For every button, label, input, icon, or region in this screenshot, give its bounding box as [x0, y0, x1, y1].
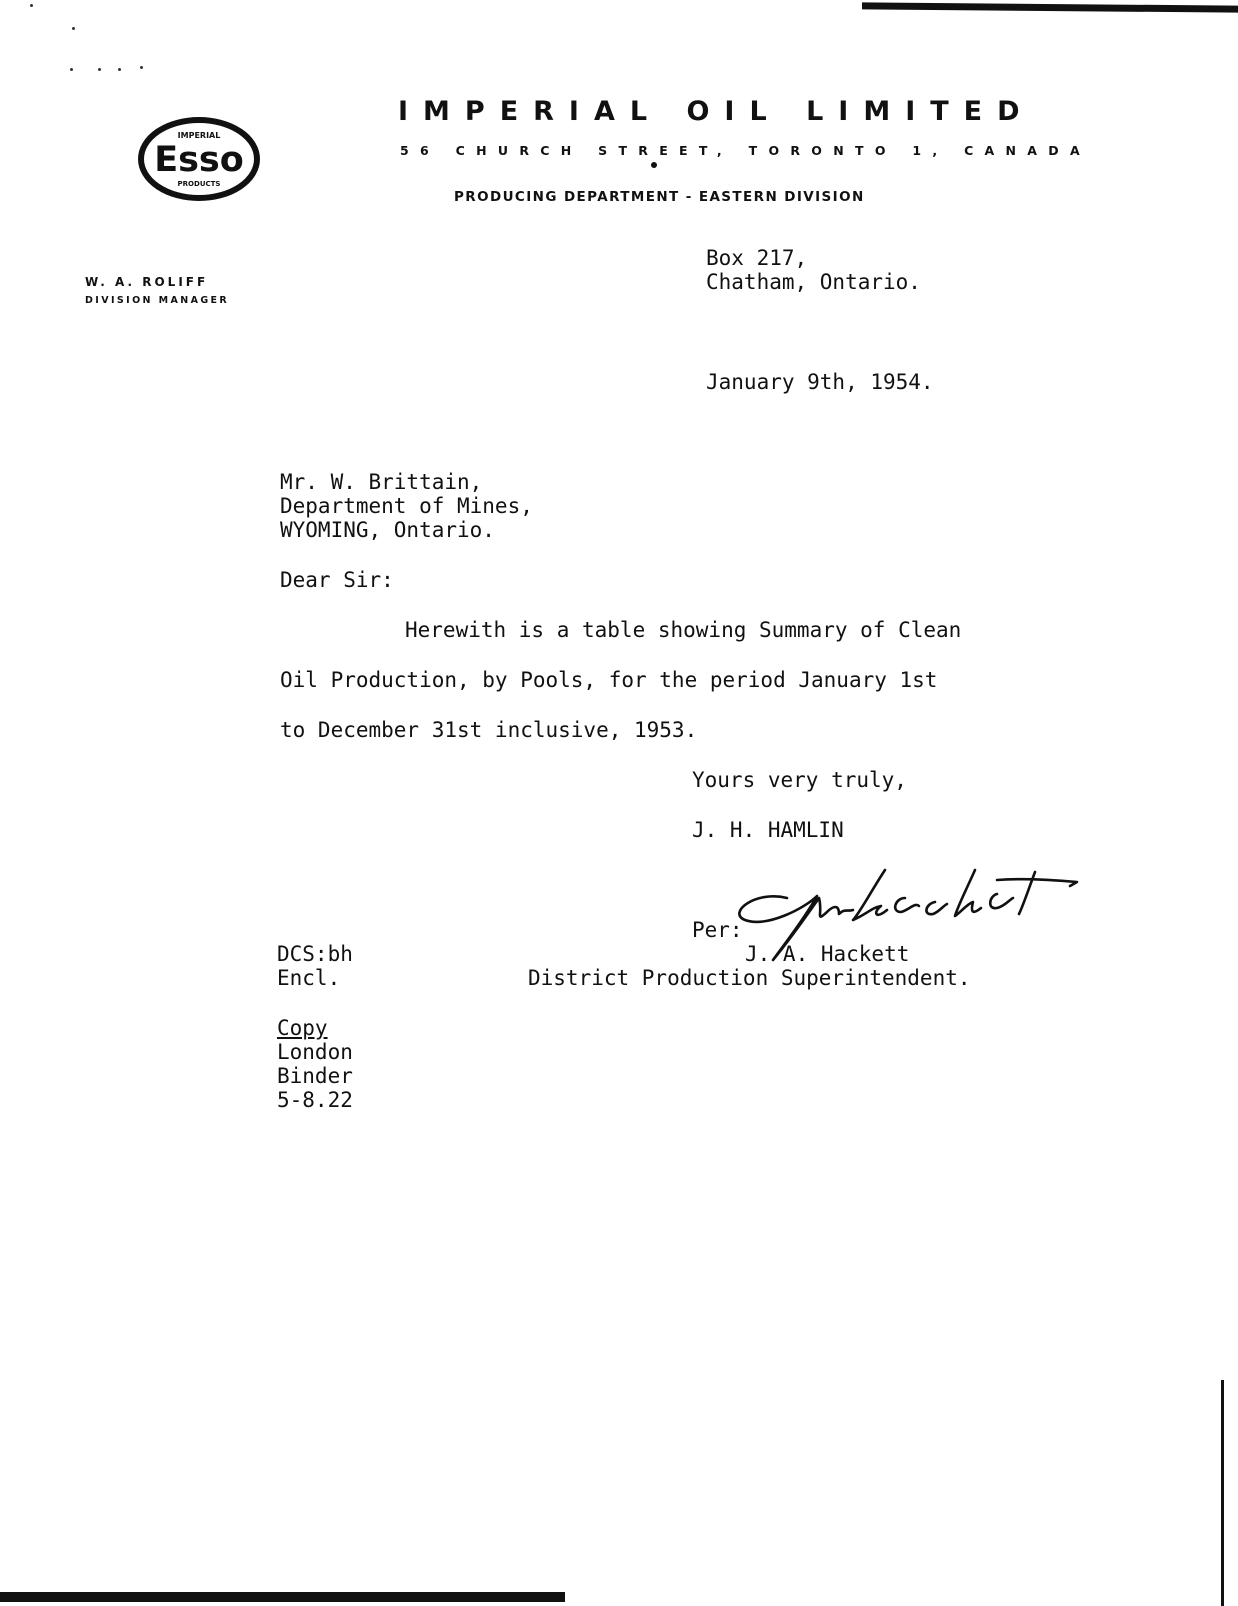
scan-speck	[30, 4, 33, 7]
salutation: Dear Sir:	[280, 568, 394, 592]
copy-heading: Copy	[277, 1016, 328, 1040]
manager-title: DIVISION MANAGER	[85, 295, 230, 306]
complimentary-close: Yours very truly,	[692, 768, 907, 792]
letter-date: January 9th, 1954.	[706, 370, 934, 394]
per-label: Per:	[692, 918, 743, 942]
manager-name: W. A. ROLIFF	[85, 275, 209, 289]
recipient-line: Mr. W. Brittain,	[280, 470, 483, 494]
body-line: Herewith is a table showing Summary of Clean	[405, 618, 962, 642]
enclosure-note: Encl.	[277, 966, 341, 990]
copy-line: London	[277, 1040, 353, 1064]
reference-initials: DCS:bh	[277, 942, 353, 966]
scan-edge-right	[1221, 1380, 1224, 1606]
recipient-line: Department of Mines,	[280, 494, 533, 518]
bullet-dot	[651, 162, 657, 168]
company-name: IMPERIAL OIL LIMITED	[398, 96, 1035, 127]
scan-speck	[70, 68, 73, 71]
scan-edge-bottom	[0, 1592, 565, 1602]
esso-logo-graphic	[137, 116, 261, 202]
logo-brand-text: Esso	[154, 140, 244, 180]
copy-line: Binder	[277, 1064, 353, 1088]
recipient-line: WYOMING, Ontario.	[280, 518, 495, 542]
typed-signer-title: District Production Superintendent.	[528, 966, 971, 990]
scan-speck	[140, 66, 143, 69]
scan-speck	[118, 68, 121, 71]
sender-address-line: Chatham, Ontario.	[706, 270, 921, 294]
department-name: PRODUCING DEPARTMENT - EASTERN DIVISION	[454, 189, 865, 205]
body-line: to December 31st inclusive, 1953.	[280, 718, 698, 742]
scan-speck	[72, 27, 75, 30]
logo-bottom-text: PRODUCTS	[177, 180, 221, 188]
sender-address-line: Box 217,	[706, 246, 808, 270]
body-line: Oil Production, by Pools, for the period January 1st	[280, 668, 938, 692]
typed-signer-name: J. A. Hackett	[745, 942, 910, 966]
copy-line: 5-8.22	[277, 1088, 353, 1112]
logo-top-text: IMPERIAL	[177, 131, 221, 140]
scan-edge-top	[862, 2, 1238, 12]
esso-logo	[137, 116, 261, 202]
signer-name: J. H. HAMLIN	[692, 818, 844, 842]
company-address: 56 CHURCH STREET, TORONTO 1, CANADA	[400, 143, 1091, 158]
scan-speck	[98, 68, 101, 71]
